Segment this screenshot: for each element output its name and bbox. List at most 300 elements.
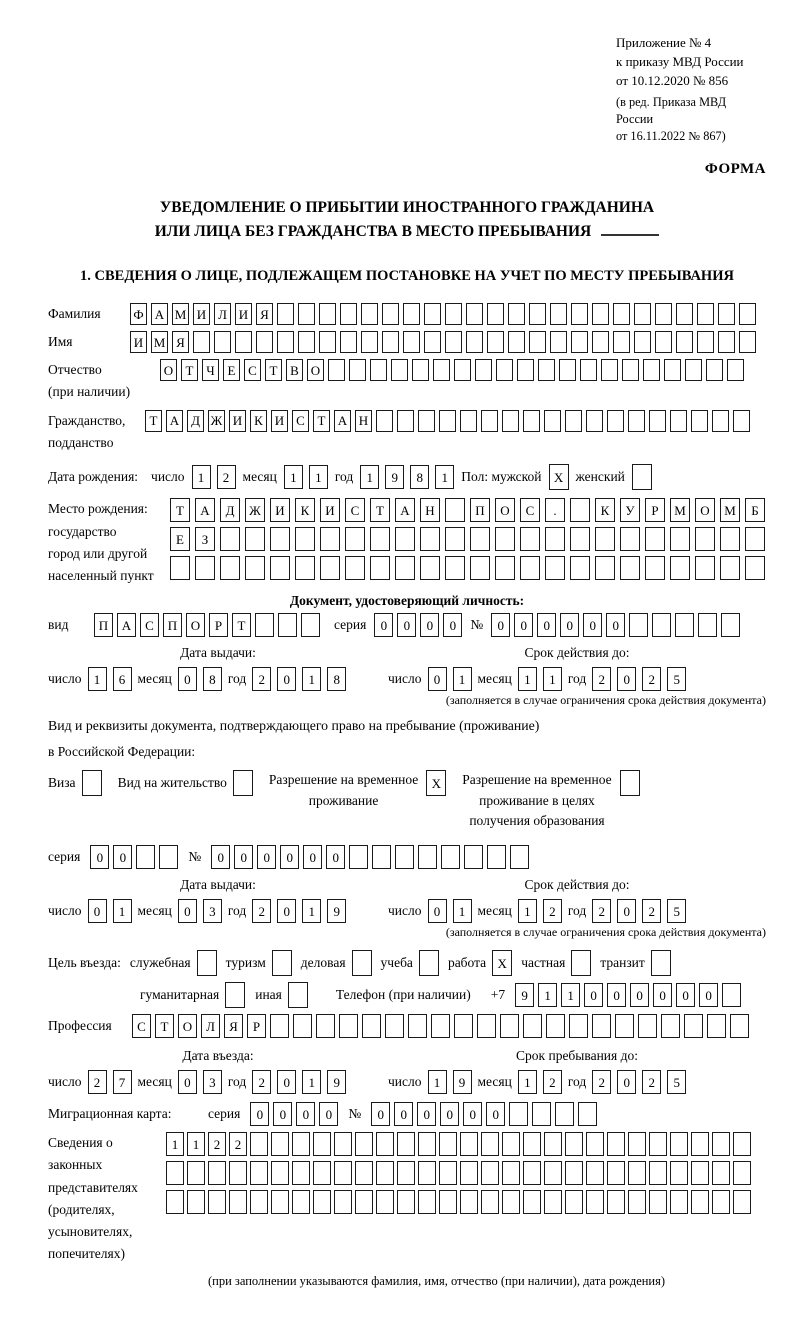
char-box[interactable] <box>607 410 624 432</box>
char-box[interactable]: Т <box>155 1014 174 1038</box>
char-box[interactable] <box>345 527 365 551</box>
char-box[interactable] <box>500 1014 519 1038</box>
char-box[interactable]: 0 <box>676 983 695 1007</box>
char-box[interactable] <box>256 331 273 353</box>
char-box[interactable] <box>586 1190 604 1214</box>
char-box[interactable] <box>445 498 465 522</box>
char-box[interactable]: Т <box>145 410 162 432</box>
char-box[interactable] <box>655 303 672 325</box>
char-box[interactable] <box>370 556 390 580</box>
char-box[interactable]: 8 <box>327 667 346 691</box>
char-box[interactable]: М <box>670 498 690 522</box>
char-box[interactable] <box>628 1161 646 1185</box>
char-box[interactable] <box>684 1014 703 1038</box>
char-box[interactable] <box>481 410 498 432</box>
char-box[interactable] <box>649 410 666 432</box>
char-box[interactable]: 2 <box>208 1132 226 1156</box>
char-box[interactable] <box>586 1161 604 1185</box>
char-box[interactable]: 0 <box>440 1102 459 1126</box>
char-box[interactable] <box>697 303 714 325</box>
char-box[interactable] <box>477 1014 496 1038</box>
char-box[interactable] <box>395 845 414 869</box>
char-box[interactable] <box>570 556 590 580</box>
char-box[interactable] <box>739 303 756 325</box>
char-box[interactable]: 1 <box>302 899 321 923</box>
char-box[interactable]: 0 <box>617 1070 636 1094</box>
char-box[interactable]: Е <box>223 359 240 381</box>
char-box[interactable] <box>376 1190 394 1214</box>
char-box[interactable] <box>313 1132 331 1156</box>
char-box[interactable]: С <box>292 410 309 432</box>
char-box[interactable] <box>460 410 477 432</box>
char-box[interactable] <box>245 556 265 580</box>
char-box[interactable] <box>565 1190 583 1214</box>
char-box[interactable] <box>509 1102 528 1126</box>
checkbox-private[interactable] <box>571 950 591 976</box>
char-box[interactable]: 1 <box>302 1070 321 1094</box>
char-box[interactable] <box>270 556 290 580</box>
char-box[interactable]: 1 <box>187 1132 205 1156</box>
char-box[interactable]: Я <box>256 303 273 325</box>
char-box[interactable] <box>220 556 240 580</box>
char-box[interactable] <box>529 303 546 325</box>
char-box[interactable] <box>727 359 744 381</box>
char-box[interactable] <box>370 359 387 381</box>
char-box[interactable] <box>670 1132 688 1156</box>
char-box[interactable]: 1 <box>543 667 562 691</box>
char-box[interactable]: 0 <box>371 1102 390 1126</box>
char-box[interactable] <box>445 303 462 325</box>
char-box[interactable] <box>292 1190 310 1214</box>
char-box[interactable] <box>601 359 618 381</box>
char-box[interactable]: 1 <box>192 465 211 489</box>
char-box[interactable] <box>460 1161 478 1185</box>
char-box[interactable] <box>691 1190 709 1214</box>
char-box[interactable]: Т <box>232 613 251 637</box>
char-box[interactable]: В <box>286 359 303 381</box>
char-box[interactable] <box>295 556 315 580</box>
char-box[interactable]: 1 <box>538 983 557 1007</box>
char-box[interactable] <box>403 331 420 353</box>
char-box[interactable] <box>166 1161 184 1185</box>
char-box[interactable] <box>433 359 450 381</box>
char-box[interactable]: М <box>720 498 740 522</box>
char-box[interactable] <box>293 1014 312 1038</box>
char-box[interactable] <box>550 331 567 353</box>
char-box[interactable] <box>187 1190 205 1214</box>
char-box[interactable]: И <box>270 498 290 522</box>
checkbox-work[interactable]: X <box>492 950 512 976</box>
char-box[interactable] <box>720 556 740 580</box>
char-box[interactable] <box>385 1014 404 1038</box>
char-box[interactable] <box>730 1014 749 1038</box>
char-box[interactable] <box>720 527 740 551</box>
char-box[interactable] <box>481 1132 499 1156</box>
char-box[interactable] <box>439 1190 457 1214</box>
char-box[interactable] <box>487 331 504 353</box>
char-box[interactable]: 6 <box>113 667 132 691</box>
char-box[interactable] <box>408 1014 427 1038</box>
char-box[interactable] <box>691 410 708 432</box>
char-box[interactable] <box>313 1190 331 1214</box>
char-box[interactable] <box>412 359 429 381</box>
char-box[interactable] <box>698 613 717 637</box>
char-box[interactable]: Ч <box>202 359 219 381</box>
char-box[interactable] <box>361 331 378 353</box>
char-box[interactable]: 0 <box>113 845 132 869</box>
char-box[interactable]: 0 <box>428 899 447 923</box>
char-box[interactable]: 2 <box>543 899 562 923</box>
char-box[interactable] <box>277 303 294 325</box>
char-box[interactable] <box>586 410 603 432</box>
char-box[interactable] <box>607 1161 625 1185</box>
char-box[interactable] <box>166 1190 184 1214</box>
char-box[interactable] <box>424 331 441 353</box>
char-box[interactable]: 0 <box>537 613 556 637</box>
char-box[interactable] <box>592 1014 611 1038</box>
char-box[interactable] <box>586 1132 604 1156</box>
char-box[interactable] <box>445 527 465 551</box>
char-box[interactable]: 3 <box>203 1070 222 1094</box>
char-box[interactable] <box>628 410 645 432</box>
checkbox-visa[interactable] <box>82 770 102 796</box>
char-box[interactable] <box>355 1161 373 1185</box>
char-box[interactable] <box>235 331 252 353</box>
char-box[interactable] <box>271 1190 289 1214</box>
char-box[interactable] <box>529 331 546 353</box>
char-box[interactable] <box>510 845 529 869</box>
char-box[interactable] <box>214 331 231 353</box>
char-box[interactable] <box>420 527 440 551</box>
char-box[interactable]: 0 <box>273 1102 292 1126</box>
char-box[interactable]: 7 <box>113 1070 132 1094</box>
char-box[interactable]: 0 <box>90 845 109 869</box>
char-box[interactable]: 2 <box>252 1070 271 1094</box>
char-box[interactable] <box>676 303 693 325</box>
char-box[interactable] <box>193 331 210 353</box>
char-box[interactable]: О <box>178 1014 197 1038</box>
char-box[interactable]: М <box>151 331 168 353</box>
char-box[interactable] <box>470 556 490 580</box>
char-box[interactable] <box>613 303 630 325</box>
char-box[interactable] <box>170 556 190 580</box>
checkbox-transit[interactable] <box>651 950 671 976</box>
char-box[interactable] <box>340 331 357 353</box>
char-box[interactable]: 5 <box>667 1070 686 1094</box>
char-box[interactable] <box>195 556 215 580</box>
char-box[interactable] <box>397 410 414 432</box>
char-box[interactable]: 1 <box>518 899 537 923</box>
char-box[interactable] <box>739 331 756 353</box>
char-box[interactable]: Т <box>265 359 282 381</box>
char-box[interactable]: 2 <box>217 465 236 489</box>
char-box[interactable] <box>544 1132 562 1156</box>
char-box[interactable]: 0 <box>653 983 672 1007</box>
char-box[interactable] <box>523 1190 541 1214</box>
char-box[interactable] <box>545 527 565 551</box>
char-box[interactable] <box>638 1014 657 1038</box>
char-box[interactable]: Д <box>187 410 204 432</box>
char-box[interactable] <box>397 1132 415 1156</box>
char-box[interactable] <box>691 1132 709 1156</box>
char-box[interactable]: 2 <box>543 1070 562 1094</box>
char-box[interactable] <box>634 303 651 325</box>
char-box[interactable]: А <box>195 498 215 522</box>
char-box[interactable] <box>460 1190 478 1214</box>
char-box[interactable]: Н <box>355 410 372 432</box>
char-box[interactable] <box>559 359 576 381</box>
checkbox-business[interactable] <box>352 950 372 976</box>
char-box[interactable] <box>620 527 640 551</box>
char-box[interactable] <box>613 331 630 353</box>
char-box[interactable] <box>334 1190 352 1214</box>
char-box[interactable]: 1 <box>435 465 454 489</box>
checkbox-tourism[interactable] <box>272 950 292 976</box>
char-box[interactable] <box>508 331 525 353</box>
char-box[interactable] <box>271 1161 289 1185</box>
char-box[interactable]: 2 <box>252 667 271 691</box>
char-box[interactable] <box>685 359 702 381</box>
char-box[interactable] <box>615 1014 634 1038</box>
char-box[interactable]: 5 <box>667 899 686 923</box>
char-box[interactable] <box>523 1161 541 1185</box>
checkbox-residence-permit[interactable] <box>233 770 253 796</box>
char-box[interactable] <box>187 1161 205 1185</box>
char-box[interactable] <box>502 1132 520 1156</box>
char-box[interactable]: 0 <box>584 983 603 1007</box>
char-box[interactable]: . <box>545 498 565 522</box>
char-box[interactable] <box>229 1190 247 1214</box>
char-box[interactable]: 0 <box>583 613 602 637</box>
char-box[interactable] <box>208 1190 226 1214</box>
char-box[interactable]: Ф <box>130 303 147 325</box>
char-box[interactable] <box>355 1190 373 1214</box>
char-box[interactable] <box>334 1132 352 1156</box>
checkbox-temp-permit-edu[interactable] <box>620 770 640 796</box>
char-box[interactable]: 8 <box>410 465 429 489</box>
char-box[interactable] <box>454 1014 473 1038</box>
char-box[interactable]: К <box>595 498 615 522</box>
char-box[interactable] <box>292 1161 310 1185</box>
char-box[interactable]: 0 <box>617 667 636 691</box>
char-box[interactable] <box>595 556 615 580</box>
char-box[interactable] <box>661 1014 680 1038</box>
char-box[interactable]: 2 <box>592 667 611 691</box>
char-box[interactable] <box>707 1014 726 1038</box>
char-box[interactable]: И <box>193 303 210 325</box>
char-box[interactable] <box>445 331 462 353</box>
char-box[interactable]: Е <box>170 527 190 551</box>
char-box[interactable] <box>733 410 750 432</box>
char-box[interactable] <box>320 527 340 551</box>
char-box[interactable]: И <box>130 331 147 353</box>
char-box[interactable]: 0 <box>428 667 447 691</box>
char-box[interactable]: 0 <box>277 899 296 923</box>
char-box[interactable]: 0 <box>88 899 107 923</box>
char-box[interactable]: 0 <box>277 667 296 691</box>
char-box[interactable] <box>319 303 336 325</box>
char-box[interactable] <box>523 1014 542 1038</box>
char-box[interactable] <box>580 359 597 381</box>
char-box[interactable] <box>439 1161 457 1185</box>
char-box[interactable] <box>270 527 290 551</box>
char-box[interactable] <box>495 556 515 580</box>
char-box[interactable] <box>334 1161 352 1185</box>
char-box[interactable] <box>544 1190 562 1214</box>
char-box[interactable] <box>270 1014 289 1038</box>
char-box[interactable]: 1 <box>302 667 321 691</box>
checkbox-official[interactable] <box>197 950 217 976</box>
char-box[interactable] <box>362 1014 381 1038</box>
char-box[interactable] <box>319 331 336 353</box>
char-box[interactable] <box>376 1161 394 1185</box>
char-box[interactable] <box>592 331 609 353</box>
char-box[interactable] <box>645 527 665 551</box>
char-box[interactable] <box>691 1161 709 1185</box>
char-box[interactable]: А <box>151 303 168 325</box>
char-box[interactable] <box>550 303 567 325</box>
char-box[interactable] <box>487 845 506 869</box>
char-box[interactable] <box>569 1014 588 1038</box>
char-box[interactable] <box>649 1161 667 1185</box>
char-box[interactable]: 0 <box>491 613 510 637</box>
char-box[interactable] <box>250 1190 268 1214</box>
char-box[interactable]: 0 <box>178 899 197 923</box>
char-box[interactable]: 0 <box>607 983 626 1007</box>
char-box[interactable] <box>544 410 561 432</box>
char-box[interactable]: 1 <box>453 899 472 923</box>
char-box[interactable]: 5 <box>667 667 686 691</box>
char-box[interactable] <box>523 410 540 432</box>
checkbox-female[interactable] <box>632 464 652 490</box>
char-box[interactable] <box>245 527 265 551</box>
char-box[interactable] <box>538 359 555 381</box>
char-box[interactable]: 9 <box>453 1070 472 1094</box>
char-box[interactable]: С <box>132 1014 151 1038</box>
char-box[interactable]: 0 <box>699 983 718 1007</box>
char-box[interactable] <box>532 1102 551 1126</box>
char-box[interactable]: И <box>235 303 252 325</box>
char-box[interactable] <box>376 410 393 432</box>
char-box[interactable]: 0 <box>257 845 276 869</box>
char-box[interactable]: 2 <box>592 1070 611 1094</box>
char-box[interactable]: Р <box>645 498 665 522</box>
char-box[interactable] <box>565 410 582 432</box>
char-box[interactable]: П <box>470 498 490 522</box>
char-box[interactable] <box>395 527 415 551</box>
char-box[interactable] <box>271 1132 289 1156</box>
char-box[interactable] <box>295 527 315 551</box>
char-box[interactable]: Р <box>247 1014 266 1038</box>
char-box[interactable]: 1 <box>453 667 472 691</box>
char-box[interactable]: 1 <box>428 1070 447 1094</box>
char-box[interactable]: 0 <box>606 613 625 637</box>
char-box[interactable]: А <box>334 410 351 432</box>
char-box[interactable] <box>454 359 471 381</box>
char-box[interactable]: О <box>186 613 205 637</box>
char-box[interactable] <box>570 498 590 522</box>
char-box[interactable] <box>670 556 690 580</box>
char-box[interactable]: 0 <box>463 1102 482 1126</box>
char-box[interactable] <box>517 359 534 381</box>
checkbox-temp-permit[interactable]: X <box>426 770 446 796</box>
char-box[interactable] <box>745 556 765 580</box>
char-box[interactable] <box>391 359 408 381</box>
char-box[interactable] <box>292 1132 310 1156</box>
char-box[interactable] <box>676 331 693 353</box>
char-box[interactable] <box>487 303 504 325</box>
char-box[interactable] <box>361 303 378 325</box>
char-box[interactable]: 2 <box>592 899 611 923</box>
char-box[interactable] <box>466 331 483 353</box>
char-box[interactable]: 9 <box>385 465 404 489</box>
char-box[interactable] <box>250 1132 268 1156</box>
char-box[interactable] <box>502 1190 520 1214</box>
char-box[interactable] <box>208 1161 226 1185</box>
char-box[interactable]: 1 <box>166 1132 184 1156</box>
char-box[interactable] <box>481 1161 499 1185</box>
char-box[interactable] <box>502 1161 520 1185</box>
char-box[interactable] <box>634 331 651 353</box>
char-box[interactable]: 2 <box>642 667 661 691</box>
char-box[interactable] <box>418 1161 436 1185</box>
char-box[interactable] <box>250 1161 268 1185</box>
char-box[interactable] <box>629 613 648 637</box>
char-box[interactable]: 1 <box>88 667 107 691</box>
char-box[interactable]: 0 <box>234 845 253 869</box>
char-box[interactable] <box>571 303 588 325</box>
char-box[interactable] <box>670 1190 688 1214</box>
char-box[interactable] <box>376 1132 394 1156</box>
char-box[interactable]: 0 <box>303 845 322 869</box>
char-box[interactable] <box>718 303 735 325</box>
char-box[interactable]: О <box>307 359 324 381</box>
char-box[interactable]: 9 <box>327 1070 346 1094</box>
char-box[interactable]: П <box>94 613 113 637</box>
char-box[interactable] <box>655 331 672 353</box>
char-box[interactable] <box>520 527 540 551</box>
char-box[interactable] <box>439 410 456 432</box>
char-box[interactable] <box>670 410 687 432</box>
char-box[interactable]: 0 <box>486 1102 505 1126</box>
char-box[interactable] <box>733 1132 751 1156</box>
char-box[interactable] <box>328 359 345 381</box>
char-box[interactable]: С <box>520 498 540 522</box>
char-box[interactable]: 1 <box>360 465 379 489</box>
char-box[interactable] <box>508 303 525 325</box>
char-box[interactable] <box>220 527 240 551</box>
char-box[interactable] <box>418 1190 436 1214</box>
char-box[interactable] <box>670 1161 688 1185</box>
checkbox-study[interactable] <box>419 950 439 976</box>
char-box[interactable]: К <box>250 410 267 432</box>
char-box[interactable]: Т <box>370 498 390 522</box>
char-box[interactable]: А <box>166 410 183 432</box>
char-box[interactable] <box>460 1132 478 1156</box>
char-box[interactable] <box>397 1190 415 1214</box>
char-box[interactable] <box>382 303 399 325</box>
char-box[interactable] <box>424 303 441 325</box>
char-box[interactable]: 0 <box>420 613 439 637</box>
char-box[interactable]: А <box>117 613 136 637</box>
char-box[interactable] <box>645 556 665 580</box>
char-box[interactable]: У <box>620 498 640 522</box>
char-box[interactable]: 0 <box>178 1070 197 1094</box>
char-box[interactable]: 0 <box>394 1102 413 1126</box>
char-box[interactable]: 0 <box>630 983 649 1007</box>
char-box[interactable] <box>475 359 492 381</box>
char-box[interactable]: 0 <box>277 1070 296 1094</box>
